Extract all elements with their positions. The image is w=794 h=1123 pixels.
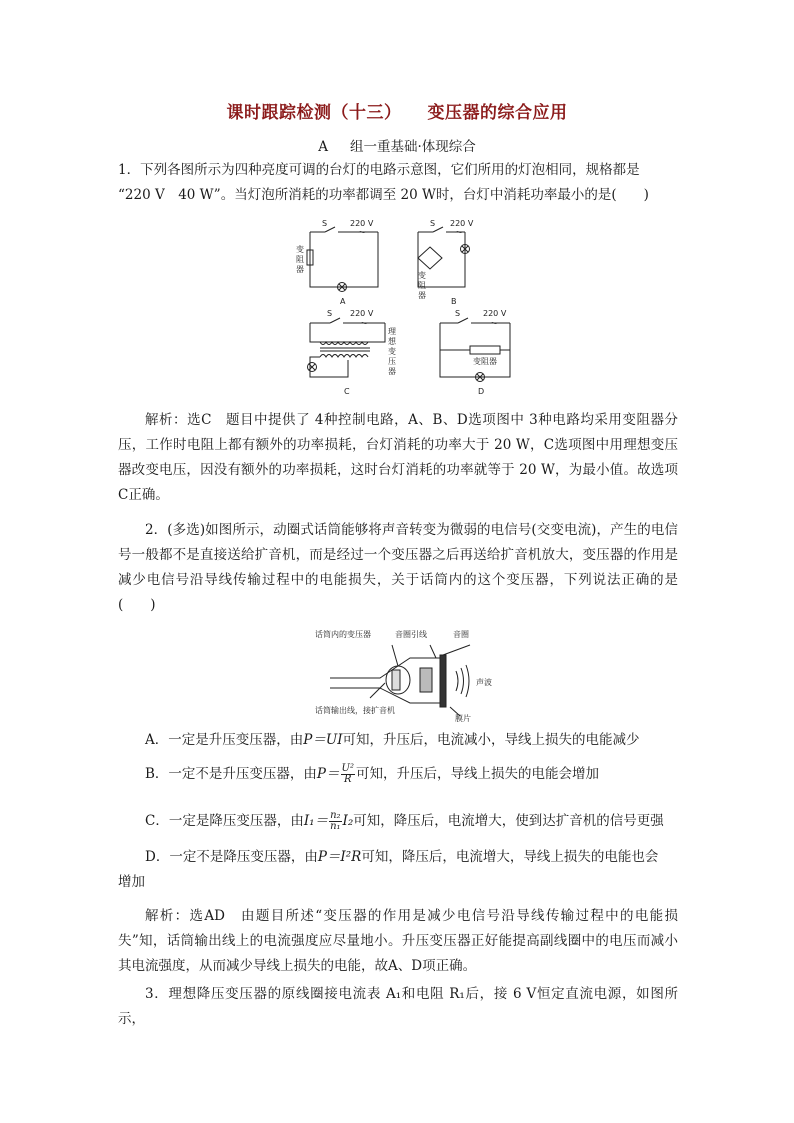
q2-option-c: C．一定是降压变压器，由I₁＝ $\frac{\text{n₂}}{\text{n₁}}$ I₂可知，降压后，电流增大，使到达扩音机的信号更强	[145, 810, 664, 832]
q1-analysis: 解析：选C 题目中提供了 4种控制电路，A、B、D选项图中 3种电路均采用变阻器分压，工作时电阻上都有额外的功率损耗，台灯消耗的功率大于 20 W，C选项图中用理想变压器改变电压，因没有额外的功率损耗，这时台灯消耗的功率就等于 20 W，为最小值。故选项C正确。	[118, 412, 678, 503]
d-ac-symbol: ～	[490, 319, 498, 328]
label-b: B	[451, 297, 457, 306]
d-rheostat: 变阻器	[473, 357, 497, 366]
label-sound-wave: 声波	[476, 678, 492, 687]
section-label: 组一重基础·体现综合	[349, 139, 476, 155]
q2-option-a: A．一定是升压变压器，由P＝UI可知，升压后，电流减小，导线上损失的电能减少	[145, 732, 640, 748]
q1-line2: “220 V 40 W”。当灯泡所消耗的功率都调至 20 W时，台灯中消耗功率最小的是( )	[118, 187, 649, 203]
a-rheostat-3: 器	[296, 265, 304, 274]
q2-microphone-figure	[310, 623, 510, 723]
q2-option-d-cont: 增加	[118, 874, 145, 890]
label-a: A	[340, 297, 346, 306]
title-main: 课时跟踪检测（十三）	[226, 103, 402, 123]
label-coil: 音圈	[453, 630, 469, 639]
q2-option-b: B．一定不是升压变压器，由P＝ $\frac{\text{U²}}{R}$ 可知，升压后，导线上损失的电能会增加	[145, 763, 599, 785]
a-rheostat-2: 阻	[296, 255, 304, 264]
a-rheostat-1: 变	[296, 245, 304, 254]
q2-option-d: D．一定不是降压变压器，由P＝I²R可知，降压后，电流增大，导线上损失的电能也会	[145, 849, 659, 865]
page-title	[0, 98, 794, 123]
b-ac-symbol: ～	[455, 228, 463, 237]
b-rheostat-3: 器	[418, 291, 426, 300]
q2-stem: 2．(多选)如图所示，动圈式话筒能够将声音转变为微弱的电信号(交变电流)，产生的电信号一般都不是直接送给扩音机，而是经过一个变压器之后再送给扩音机放大，变压器的作用是减少电信号沿导线传输过程中的电能损失，关于话筒内的这个变压器，下列说法正确的是( )	[118, 522, 678, 613]
b-source-label: 220 V	[450, 219, 474, 228]
a-switch-label: S	[322, 219, 328, 228]
q1-line1: 1．下列各图所示为四种亮度可调的台灯的电路示意图，它们所用的灯泡相同，规格都是	[118, 162, 640, 178]
label-d: D	[478, 387, 485, 396]
label-c: C	[344, 387, 350, 396]
c-switch-label: S	[327, 309, 333, 318]
q3-text: 3．理想降压变压器的原线圈接电流表 A₁和电阻 R₁后，接 6 V恒定直流电源，如图所示，	[118, 986, 678, 1027]
c-transformer-5: 器	[388, 367, 396, 376]
c-transformer-4: 压	[388, 357, 396, 366]
c-transformer-2: 想	[388, 337, 396, 346]
a-ac-symbol: ～	[358, 228, 366, 237]
c-ac-symbol: ～	[360, 319, 368, 328]
c-source-label: 220 V	[350, 309, 374, 318]
q1-circuit-figure	[290, 212, 540, 404]
c-transformer-3: 变	[388, 347, 396, 356]
b-rheostat-2: 阻	[418, 281, 426, 290]
label-coil-lead: 音圈引线	[395, 630, 427, 639]
title-sub: 变压器的综合应用	[427, 103, 568, 123]
b-switch-label: S	[430, 219, 436, 228]
c-transformer-1: 理	[388, 327, 396, 336]
b-rheostat-1: 变	[418, 271, 426, 280]
d-switch-label: S	[455, 309, 461, 318]
d-source-label: 220 V	[483, 309, 507, 318]
label-transformer: 话筒内的变压器	[315, 630, 371, 639]
q2-analysis: 解析：选AD 由题目所述“变压器的作用是减少电信号沿导线传输过程中的电能损失”知，话筒输出线上的电流强度应尽量地小。升压变压器正好能提高副线圈中的电压而减小其电流强度，从而减少导线上损失的电能，故A、D项正确。	[118, 908, 678, 974]
label-diaphragm: 膜片	[455, 714, 471, 723]
section-letter: A	[318, 139, 328, 155]
section-heading	[0, 135, 794, 155]
a-source-label: 220 V	[350, 219, 374, 228]
label-output: 话筒输出线，接扩音机	[315, 706, 395, 715]
